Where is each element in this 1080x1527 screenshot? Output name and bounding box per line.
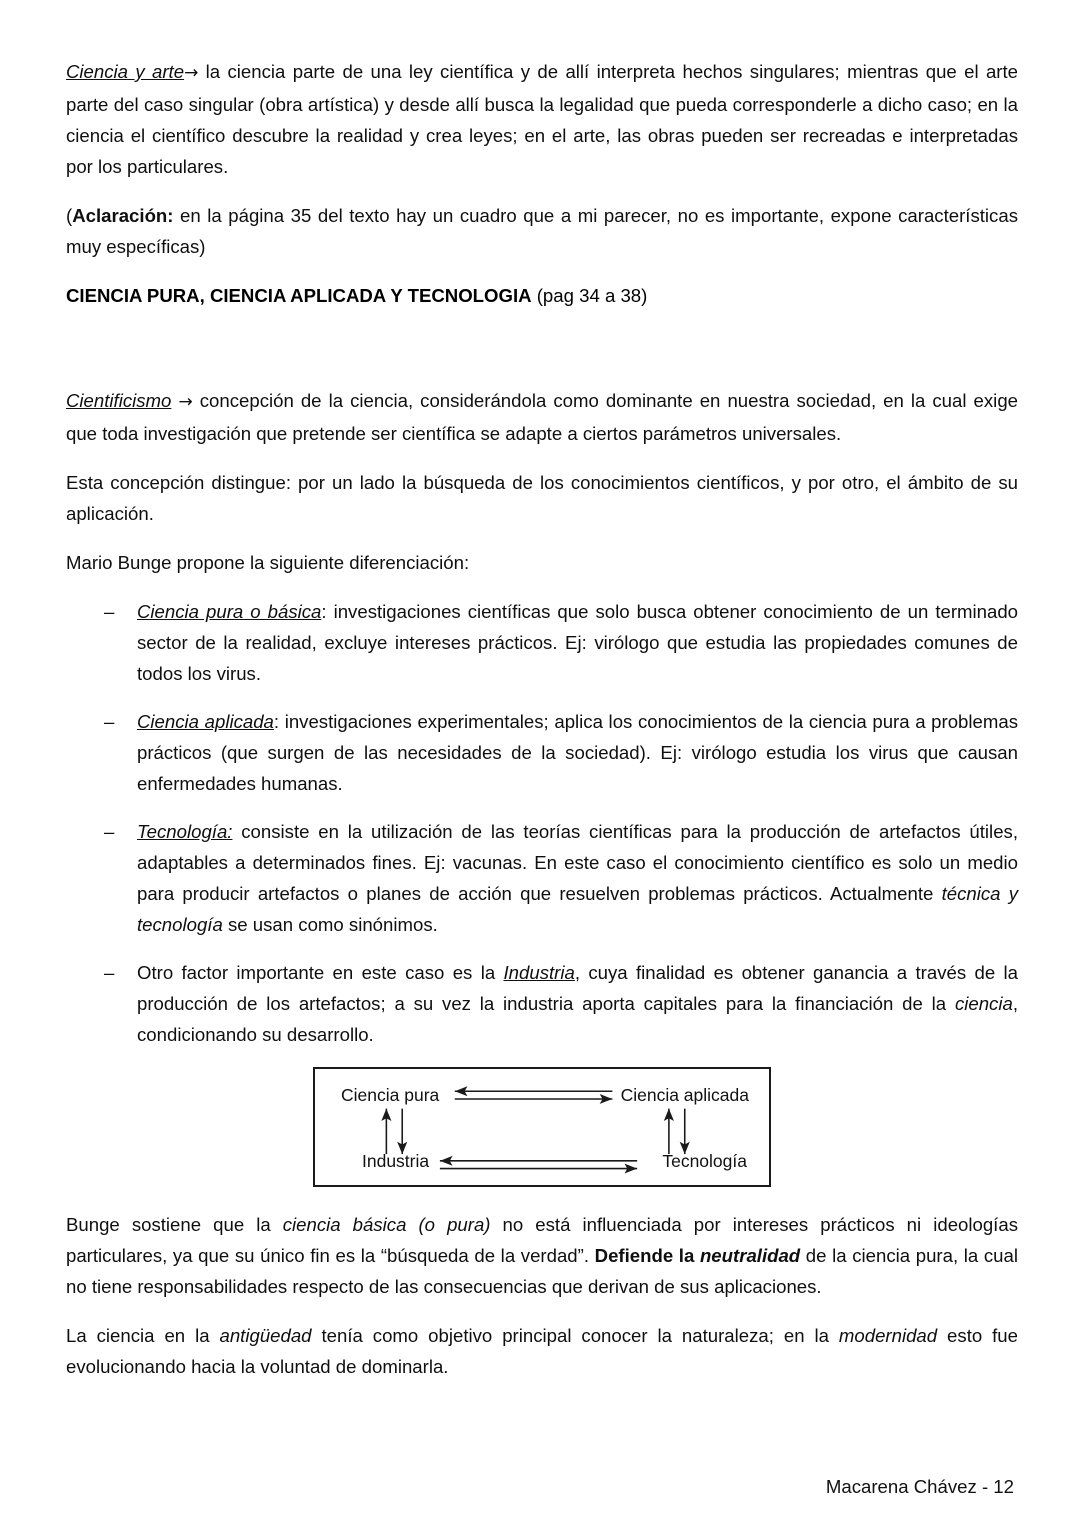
term-modernidad: modernidad [838, 1325, 938, 1346]
list-item-italic-tail: ciencia [954, 993, 1013, 1014]
section-heading-pages: (pag 34 a 38) [531, 285, 648, 306]
bullet-dash-icon: – [104, 711, 115, 732]
diagram-label-ciencia-aplicada: Ciencia aplicada [620, 1085, 749, 1105]
list-item-body: : investigaciones experimentales; aplica los conocimientos de la ciencia pura a problemas prácticos (que surgen de las necesidades de la sociedad). Ej: virólogo estudia los virus que causan enfermedades humanas. [137, 711, 1018, 794]
list-item-body: consiste en la utilización de las teorías científicas para la producción de artefactos útiles, adaptables a determinados fines. Ej: vacunas. En este caso el conocimiento científico es solo un medio para producir artefactos o planes de acción que resuelven problemas prácticos. Actualmente [137, 821, 1018, 904]
list-item-term: Ciencia pura o básica [137, 601, 322, 622]
paragraph-lead: La ciencia en la [66, 1325, 220, 1346]
paragraph-tail: de la ciencia pura, la cual no tiene responsabilidades respecto de las consecuencias que derivan de sus aplicaciones. [66, 1245, 1018, 1297]
bullet-dash-icon: – [104, 821, 115, 842]
section-spacer [66, 329, 1018, 385]
paragraph-mid: tenía como objetivo principal conocer la naturaleza; en la [311, 1325, 839, 1346]
list-item-lead: Otro factor importante en este caso es la [137, 962, 504, 983]
list-item-term: Industria [503, 962, 575, 983]
list-item-body: : investigaciones científicas que solo busca obtener conocimiento de un terminado sector de la realidad, excluye intereses prácticos. Ej: virólogo que estudia las propiedades comunes de todos los virus. [137, 601, 1019, 684]
diagram-label-industria: Industria [362, 1151, 430, 1171]
list-item [66, 816, 1018, 940]
paragraph-aclaracion [66, 200, 1018, 262]
open-paren: ( [66, 205, 73, 226]
paragraph-cientificismo-body: concepción de la ciencia, considerándola como dominante en nuestra sociedad, en la cual exige que toda investigación que pretende ser científica se adapte a ciertos parámetros universales. [66, 390, 1018, 444]
paragraph-cientificismo [66, 385, 1018, 449]
term-aclaracion: Aclaración: [72, 205, 174, 226]
paragraph-la-ciencia-antiguedad [66, 1320, 1018, 1382]
science-industry-diagram [313, 1067, 771, 1187]
bullet-dash-icon: – [104, 601, 115, 622]
paragraph-ciencia-y-arte-body: la ciencia parte de una ley científica y de allí interpreta hechos singulares; mientras que el arte parte del caso singular (obra artística) y desde allí busca la legalidad que pueda corresponderle a dicho caso; en la ciencia el científico descubre la realidad y crea leyes; en el arte, las obras pueden ser recreadas e interpretadas por los particulares. [66, 61, 1018, 177]
diagram-label-tecnologia: Tecnología [662, 1151, 747, 1171]
page-footer: Macarena Chávez - 12 [825, 1476, 1014, 1497]
paragraph-lead: Bunge sostiene que la [66, 1214, 283, 1235]
list-item [66, 957, 1018, 1050]
bold-italic-neutralidad: neutralidad [699, 1245, 801, 1266]
term-cientificismo: Cientificismo [66, 390, 172, 411]
right-arrow-icon: → [184, 63, 199, 83]
list-item-term: Ciencia aplicada [137, 711, 274, 732]
differentiation-list [66, 596, 1018, 1050]
paragraph-mario-bunge: Mario Bunge propone la siguiente diferenciación: [66, 552, 470, 573]
term-antiguedad: antigüedad [219, 1325, 312, 1346]
list-item-term: Tecnología: [137, 821, 233, 842]
paragraph-mid: no está influenciada por intereses prácticos ni ideologías particulares, ya que su único fin es la “búsqueda de la verdad”. [66, 1214, 1018, 1266]
term-ciencia-y-arte: Ciencia y arte [66, 61, 185, 82]
list-item-tail: , condicionando su desarrollo. [137, 993, 1018, 1045]
document-body [66, 56, 1018, 1382]
paragraph-bunge-sostiene [66, 1209, 1018, 1302]
list-item [66, 596, 1018, 689]
list-item [66, 706, 1018, 799]
bold-defiende-la: Defiende la [594, 1245, 700, 1266]
paragraph-esta-concepcion: Esta concepción distingue: por un lado la búsqueda de los conocimientos científicos, y por otro, el ámbito de su aplicación. [66, 472, 1018, 524]
list-item-italic-tail: técnica y tecnología [137, 883, 1018, 935]
paragraph-ciencia-y-arte [66, 56, 1018, 182]
right-arrow-icon: → [178, 392, 193, 412]
bullet-dash-icon: – [104, 962, 115, 983]
paragraph-aclaracion-body: en la página 35 del texto hay un cuadro que a mi parecer, no es importante, expone características muy específicas) [66, 205, 1018, 257]
section-heading [66, 280, 1018, 311]
diagram-container [66, 1067, 1018, 1187]
term-ciencia-basica: ciencia básica (o pura) [282, 1214, 491, 1235]
section-heading-title: CIENCIA PURA, CIENCIA APLICADA Y TECNOLOGIA [66, 285, 532, 306]
paragraph-tail: esto fue evolucionando hacia la voluntad de dominarla. [66, 1325, 1018, 1377]
list-item-body: , cuya finalidad es obtener ganancia a través de la producción de los artefactos; a su vez la industria aporta capitales para la financiación de la [137, 962, 1018, 1014]
list-item-tail: se usan como sinónimos. [222, 914, 438, 935]
diagram-label-ciencia-pura: Ciencia pura [341, 1085, 440, 1105]
